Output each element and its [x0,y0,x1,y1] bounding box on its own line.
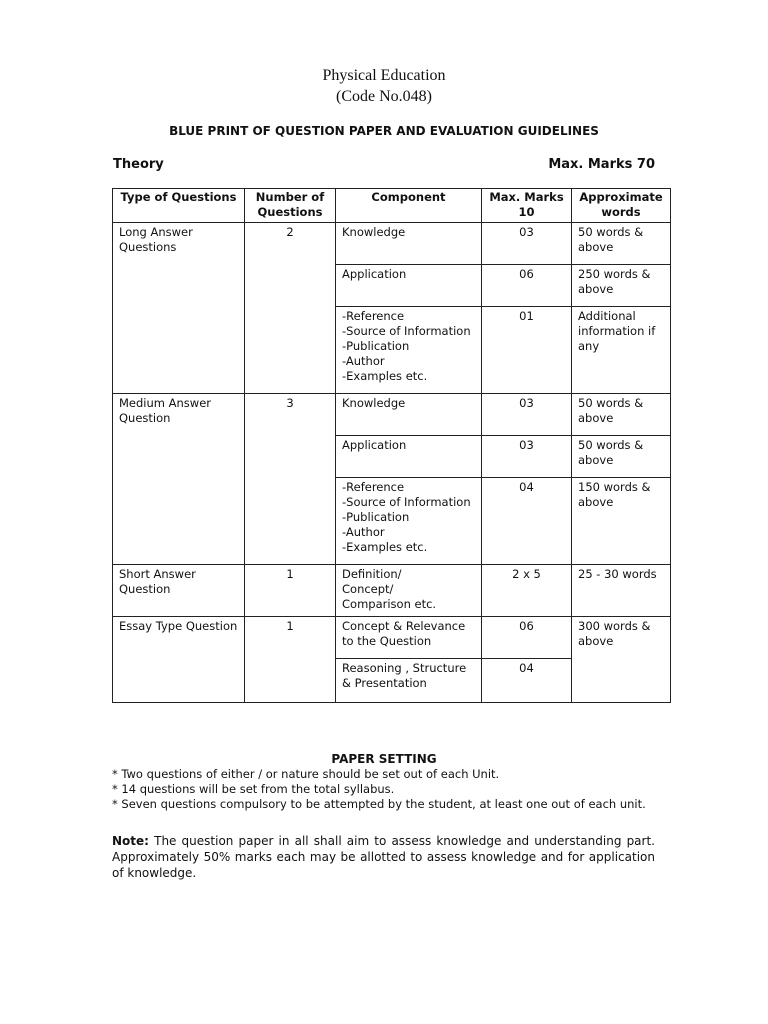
marks-cell: 2 x 5 [482,565,572,617]
component-line: Definition/ [342,567,402,581]
component-line: -Author [342,525,385,539]
component-cell: Application [336,436,482,478]
marks-cell: 04 [482,659,572,703]
words-cell: 250 words & above [572,265,671,307]
marks-cell: 06 [482,265,572,307]
marks-cell: 01 [482,307,572,394]
words-cell: 300 words & above [572,617,671,703]
component-line: Concept/ [342,582,394,596]
medium-number-cell: 3 [245,394,336,565]
essay-number-cell: 1 [245,617,336,703]
subject-code: (Code No.048) [336,88,432,105]
table-row [113,565,671,617]
component-cell [336,565,482,617]
component-line: Comparison etc. [342,597,437,611]
component-cell: Application [336,265,482,307]
header-type: Type of Questions [113,189,245,223]
words-cell: 25 - 30 words [572,565,671,617]
long-type-cell: Long Answer Questions [113,223,245,394]
short-type-cell: Short Answer Question [113,565,245,617]
component-line: -Publication [342,510,410,524]
note-paragraph [112,833,655,881]
section-row [113,157,655,173]
component-line: -Author [342,354,385,368]
marks-cell: 03 [482,394,572,436]
blueprint-table [112,188,671,703]
max-marks-label: Max. Marks 70 [548,157,655,172]
marks-cell: 03 [482,436,572,478]
component-line: -Reference [342,480,405,494]
paper-setting-list [112,767,672,812]
header-marks: Max. Marks 10 [482,189,572,223]
header-number: Number of Questions [245,189,336,223]
section-theory-label: Theory [113,157,164,172]
words-cell: 50 words & above [572,394,671,436]
table-row [113,223,671,265]
medium-type-cell: Medium Answer Question [113,394,245,565]
words-cell: Additional information if any [572,307,671,394]
header-words: Approximate words [572,189,671,223]
header-component: Component [336,189,482,223]
component-cell: Reasoning , Structure & Presentation [336,659,482,703]
table-row [113,394,671,436]
paper-setting-heading: PAPER SETTING [331,752,437,766]
table-header-row [113,189,671,223]
words-cell: 50 words & above [572,223,671,265]
words-cell: 50 words & above [572,436,671,478]
component-cell: Knowledge [336,394,482,436]
component-cell [336,478,482,565]
component-line: -Source of Information [342,495,471,509]
component-cell: Concept & Relevance to the Question [336,617,482,659]
note-label: Note: [112,834,149,848]
marks-cell: 04 [482,478,572,565]
component-cell: Knowledge [336,223,482,265]
marks-cell: 06 [482,617,572,659]
long-number-cell: 2 [245,223,336,394]
component-line: -Source of Information [342,324,471,338]
component-cell [336,307,482,394]
list-item: * Seven questions compulsory to be attempted by the student, at least one out of each unit. [112,797,646,811]
document-title: Physical Education [322,67,446,84]
component-line: -Examples etc. [342,540,428,554]
essay-type-cell: Essay Type Question [113,617,245,703]
note-text: The question paper in all shall aim to assess knowledge and understanding part. Approximately 50% marks each may be allotted to assess knowledge and for application of knowledge. [112,834,655,880]
component-line: -Reference [342,309,405,323]
component-line: -Examples etc. [342,369,428,383]
table-row [113,617,671,659]
short-number-cell: 1 [245,565,336,617]
list-item: * Two questions of either / or nature should be set out of each Unit. [112,767,500,781]
list-item: * 14 questions will be set from the total syllabus. [112,782,395,796]
component-line: -Publication [342,339,410,353]
marks-cell: 03 [482,223,572,265]
words-cell: 150 words & above [572,478,671,565]
blueprint-heading: BLUE PRINT OF QUESTION PAPER AND EVALUATION GUIDELINES [169,124,599,138]
